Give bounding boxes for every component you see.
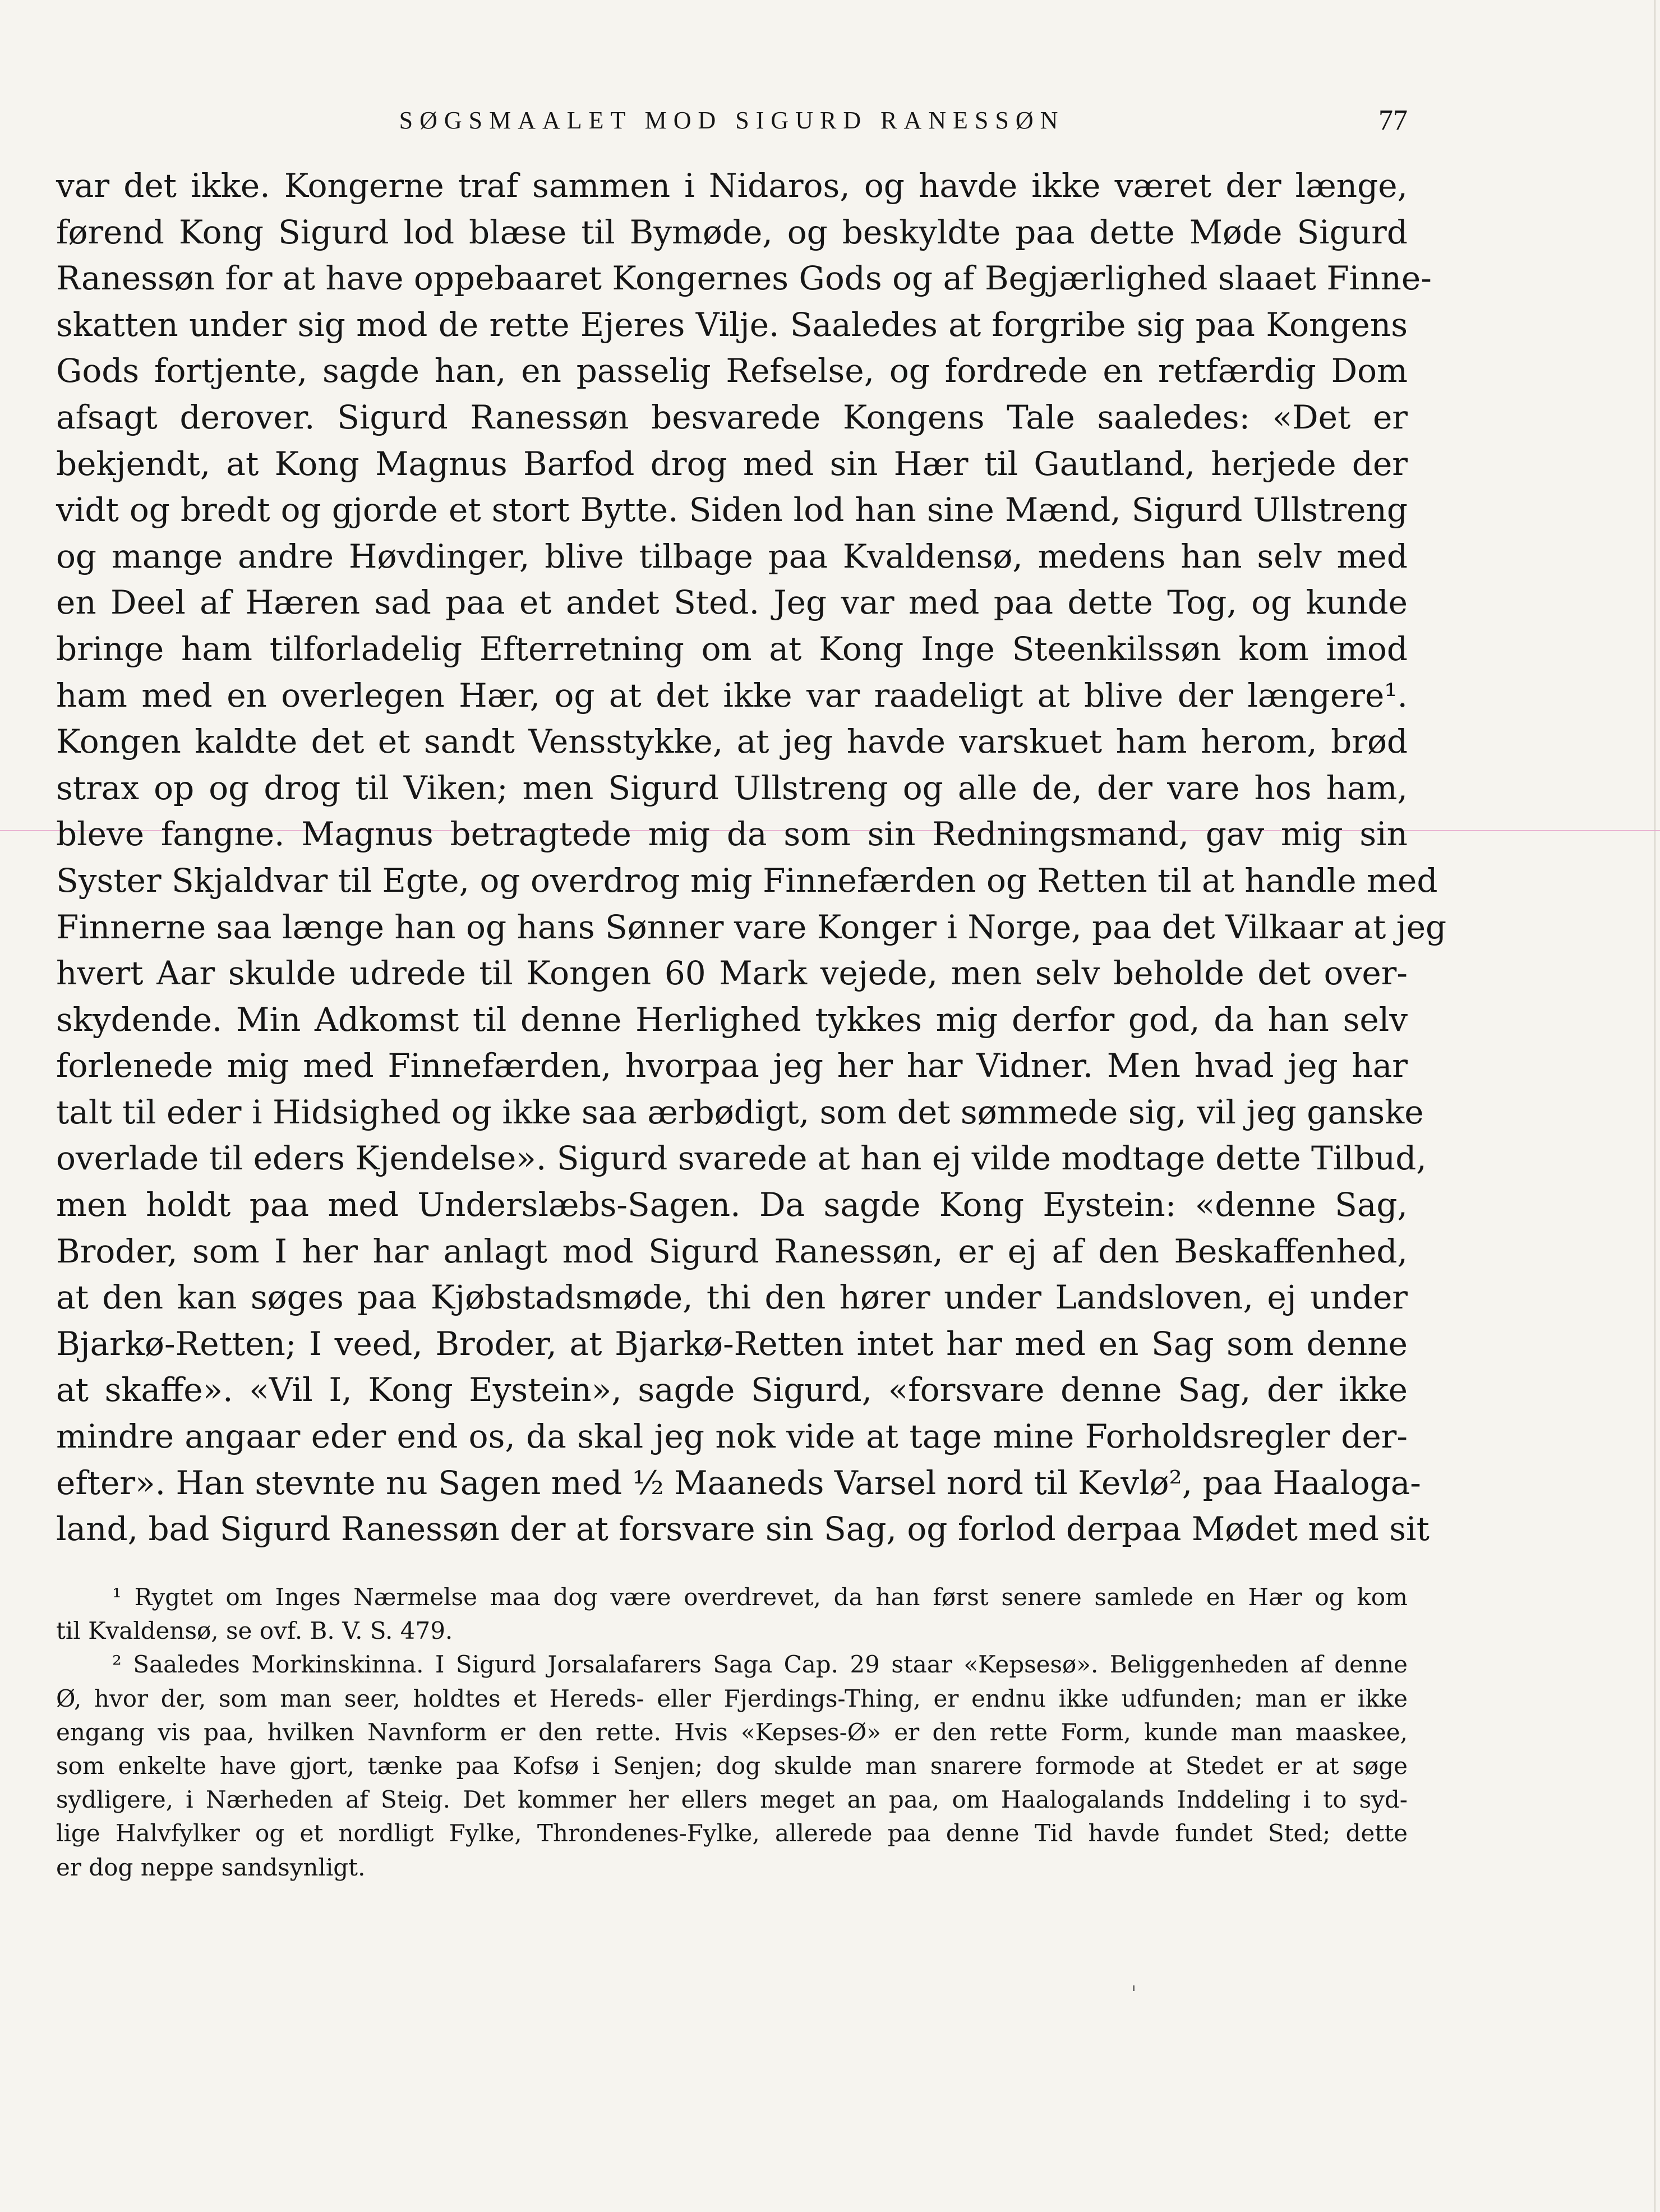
footnote-line: til Kvaldensø, se ovf. B. V. S. 479. [56,1617,453,1645]
text-line: bringe ham tilforladelig Efterretning om at Kong Inge Steenkilssøn kom imod [56,629,1408,668]
text-line: skatten under sig mod de rette Ejeres Vilje. Saaledes at forgribe sig paa Kongens [56,305,1408,344]
text-line: var det ikke. Kongerne traf sammen i Nidaros, og havde ikke været der længe, [56,167,1408,205]
text-line: Bjarkø-Retten; I veed, Broder, at Bjarkø-Retten intet har med en Sag som denne [56,1324,1408,1363]
text-line: men holdt paa med Underslæbs-Sagen. Da sagde Kong Eystein: «denne Sag, [56,1186,1408,1224]
text-line: efter». Han stevnte nu Sagen med ½ Maaneds Varsel nord til Kevlø², paa Haaloga- [56,1463,1421,1502]
scan-speck [1133,1985,1135,1991]
text-line: forlenede mig med Finnefærden, hvorpaa jeg her har Vidner. Men hvad jeg har [56,1047,1408,1085]
footnote-line: ² Saaledes Morkinskinna. I Sigurd Jorsalafarers Saga Cap. 29 staar «Kepsesø». Beliggenheden af denne [112,1651,1408,1679]
footnote-line: er dog neppe sandsynligt. [56,1853,366,1881]
text-line: mindre angaar eder end os, da skal jeg nok vide at tage mine Forholdsregler der- [56,1417,1408,1456]
footnote-line: lige Halvfylker og et nordligt Fylke, Throndenes-Fylke, allerede paa denne Tid havde fundet Sted; dette [56,1819,1408,1847]
text-line: Gods fortjente, sagde han, en passelig Refselse, og fordrede en retfærdig Dom [56,352,1408,390]
main-text [56,163,1447,1552]
text-line: Ranessøn for at have oppebaaret Kongernes Gods og af Begjærlighed slaaet Finne- [56,259,1432,298]
running-title: SØGSMAALET MOD SIGURD RANESSØN [399,107,1065,134]
text-line: Kongen kaldte det et sandt Vensstykke, at jeg havde varskuet ham herom, brød [56,722,1408,761]
text-line: førend Kong Sigurd lod blæse til Bymøde, og beskyldte paa dette Møde Sigurd [56,213,1408,251]
text-line: vidt og bredt og gjorde et stort Bytte. Siden lod han sine Mænd, Sigurd Ullstreng [56,491,1408,529]
footnote-line: som enkelte have gjort, tænke paa Kofsø i Senjen; dog skulde man snarere formode at Stedet er at søge [56,1752,1408,1780]
text-line: ham med en overlegen Hær, og at det ikke var raadeligt at blive der længere¹. [56,676,1408,715]
text-line: og mange andre Høvdinger, blive tilbage paa Kvaldensø, medens han selv med [56,537,1408,575]
footnote-line: Ø, hvor der, som man seer, holdtes et Hereds- eller Fjerdings-Thing, er endnu ikke udfunden; man er ikke [56,1684,1408,1712]
footnote-line: ¹ Rygtet om Inges Nærmelse maa dog være overdrevet, da han først senere samlede en Hær og kom [112,1583,1408,1611]
text-line: bleve fangne. Magnus betragtede mig da som sin Redningsmand, gav mig sin [56,815,1408,854]
footnote-2 [56,1648,1408,1884]
text-line: at den kan søges paa Kjøbstadsmøde, thi den hører under Landsloven, ej under [56,1278,1408,1317]
running-head [56,101,1408,140]
text-line: Syster Skjaldvar til Egte, og overdrog mig Finnefærden og Retten til at handle med [56,861,1438,900]
text-line: talt til eder i Hidsighed og ikke saa ærbødigt, som det sømmede sig, vil jeg ganske [56,1093,1424,1131]
text-line: en Deel af Hæren sad paa et andet Sted. Jeg var med paa dette Tog, og kunde [56,583,1408,622]
text-line: land, bad Sigurd Ranessøn der at forsvare sin Sag, og forlod derpaa Mødet med sit [56,1510,1430,1549]
text-line: overlade til eders Kjendelse». Sigurd svarede at han ej vilde modtage dette Tilbud, [56,1139,1427,1178]
footnote-line: sydligere, i Nærheden af Steig. Det kommer her ellers meget an paa, om Haalogalands Inddeling i to syd- [56,1786,1408,1814]
text-line: strax op og drog til Viken; men Sigurd Ullstreng og alle de, der vare hos ham, [56,768,1408,807]
page-edge [1654,0,1656,2212]
text-line: afsagt derover. Sigurd Ranessøn besvarede Kongens Tale saaledes: «Det er [56,398,1408,436]
footnote-1 [56,1580,1408,1648]
text-line: at skaffe». «Vil I, Kong Eystein», sagde Sigurd, «forsvare denne Sag, der ikke [56,1371,1408,1409]
text-line: skydende. Min Adkomst til denne Herlighed tykkes mig derfor god, da han selv [56,1000,1408,1039]
text-line: hvert Aar skulde udrede til Kongen 60 Mark vejede, men selv beholde det over- [56,954,1408,993]
text-line: Broder, som I her har anlagt mod Sigurd Ranessøn, er ej af den Beskaffenhed, [56,1232,1408,1270]
page-number: 77 [1378,104,1408,136]
text-line: bekjendt, at Kong Magnus Barfod drog med sin Hær til Gautland, herjede der [56,444,1408,483]
footnote-line: engang vis paa, hvilken Navnform er den rette. Hvis «Kepses-Ø» er den rette Form, kunde man maaskee, [56,1718,1408,1746]
footnotes [56,1580,1408,1884]
text-line: Finnerne saa længe han og hans Sønner vare Konger i Norge, paa det Vilkaar at jeg [56,907,1447,946]
